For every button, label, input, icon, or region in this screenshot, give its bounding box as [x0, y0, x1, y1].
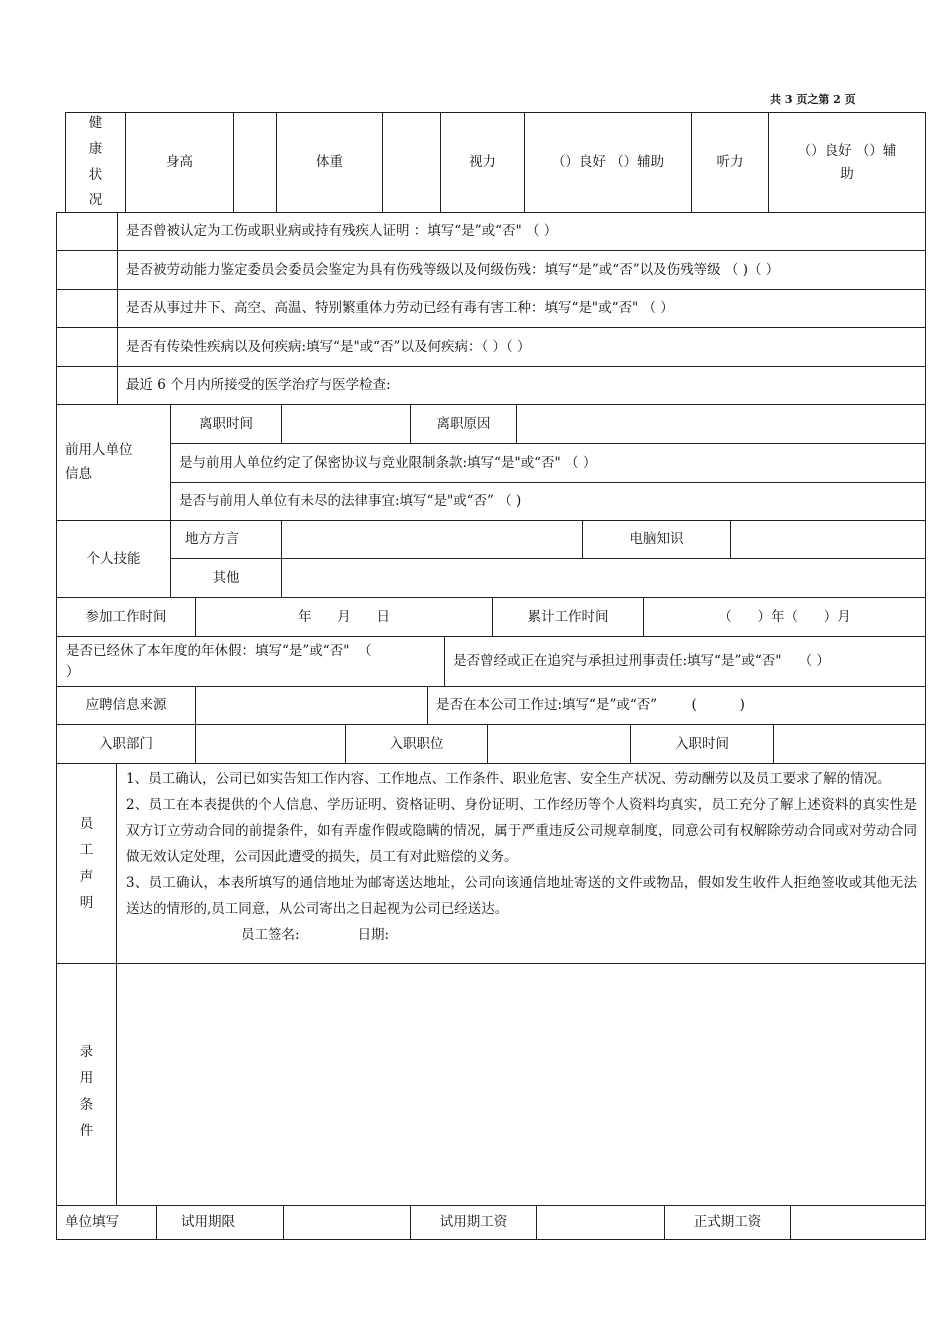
medical-treatment-question: 最近 6 个月内所接受的医学治疗与医学检查: [117, 366, 926, 405]
formal-wage-field[interactable] [790, 1205, 926, 1240]
question-row [56, 366, 926, 405]
dialect-label: 地方方言 [170, 520, 282, 559]
entry-row [56, 724, 926, 764]
declaration-text [116, 763, 926, 964]
hazardous-work-question: 是否从事过井下、高空、高温、特别繁重体力劳动已经有毒有害工种：填写“是"或“否" （ ） [117, 289, 926, 328]
total-work-field[interactable]: （ ）年（ ）月 [643, 597, 926, 637]
health-row [65, 112, 926, 213]
work-injury-question: 是否曾被认定为工伤或职业病或持有残疾人证明 ：填写“是”或“否" （ ） [117, 212, 926, 251]
leave-reason-field[interactable] [516, 404, 926, 444]
declaration-label: 员 工 声 明 [56, 763, 117, 964]
confidentiality-question: 是与前用人单位约定了保密协议与竞业限制条款:填写“是"或“否" （ ） [170, 443, 926, 483]
hearing-options[interactable]: （）良好 （）辅 助 [768, 112, 926, 213]
entry-position-field[interactable] [487, 724, 631, 764]
health-label: 健 康 状 况 [65, 112, 126, 213]
hire-conditions-label: 录 用 条 件 [56, 963, 117, 1206]
recruit-source-label: 应聘信息来源 [56, 686, 196, 725]
page-number: 共 3 页之第 2 页 [770, 93, 856, 106]
criminal-record-question: 是否曾经或正在追究与承担过刑事责任:填写“是”或“否" （ ） [444, 636, 926, 687]
signature-label: 员工签名: [241, 927, 300, 943]
worked-here-question: 是否在本公司工作过:填写“是”或“否” ( ) [427, 686, 926, 725]
question-mark-cell[interactable] [56, 327, 118, 367]
probation-wage-label: 试用期工资 [410, 1205, 537, 1240]
entry-time-label: 入职时间 [630, 724, 774, 764]
vision-options[interactable]: （）良好 （）辅助 [524, 112, 692, 213]
declaration-item: 2、员工在本表提供的个人信息、学历证明、资格证明、身份证明、工作经历等个人资料均真实，员工充分了解上述资料的真实性是双方订立劳动合同的前提条件，如有弄虚作假或隐瞒的情况，属于严重违反公司规章制度，同意公司有权解除劳动合同或对劳动合同做无效认定处理，公司因此遭受的损失，员工有对此赔偿的义务。 [126, 797, 917, 865]
question-row [56, 289, 926, 328]
other-skills-label: 其他 [170, 558, 282, 598]
probation-period-field[interactable] [283, 1205, 411, 1240]
declaration-item: 1、员工确认，公司已如实告知工作内容、工作地点、工作条件、职业危害、安全生产状况、劳动酬劳以及员工要求了解的情况。 [126, 771, 891, 787]
sign-date-label: 日期: [357, 927, 390, 943]
recruit-source-row [56, 686, 926, 725]
question-mark-cell[interactable] [56, 366, 118, 405]
probation-wage-field[interactable] [536, 1205, 665, 1240]
leave-reason-label: 离职原因 [410, 404, 517, 444]
prev-employer-section [56, 404, 926, 521]
total-work-label: 累计工作时间 [492, 597, 644, 637]
declaration-item: 3、员工确认，本表所填写的通信地址为邮寄送达地址，公司向该通信地址寄送的文件或物品，假如发生收件人拒绝签收或其他无法送达的情形的,员工同意，从公司寄出之日起视为公司已经送达。 [126, 875, 917, 917]
formal-wage-label: 正式期工资 [664, 1205, 791, 1240]
unit-label: 单位填写 [56, 1205, 157, 1240]
work-time-row [56, 597, 926, 637]
entry-position-label: 入职职位 [345, 724, 488, 764]
leave-time-field[interactable] [281, 404, 411, 444]
infectious-disease-question: 是否有传染性疾病以及何疾病:填写“是"或“否”以及何疾病：（ ）（ ） [117, 327, 926, 367]
weight-label: 体重 [276, 112, 383, 213]
unit-row [56, 1205, 926, 1240]
question-row [56, 212, 926, 251]
prev-employer-label: 前用人单位 信息 [56, 404, 171, 521]
computer-skills-field[interactable] [730, 520, 926, 559]
dialect-field[interactable] [281, 520, 583, 559]
skills-label: 个人技能 [56, 520, 171, 598]
work-start-field[interactable]: 年 月 日 [195, 597, 493, 637]
question-mark-cell[interactable] [56, 212, 118, 251]
entry-dept-field[interactable] [195, 724, 346, 764]
annual-leave-question: 是否已经休了本年度的年休假：填写“是”或“否" （ ） [56, 636, 445, 687]
hire-conditions-field[interactable] [116, 963, 926, 1206]
skills-section [56, 520, 926, 598]
height-field[interactable] [233, 112, 277, 213]
weight-field[interactable] [382, 112, 441, 213]
computer-skills-label: 电脑知识 [582, 520, 731, 559]
recruit-source-field[interactable] [195, 686, 428, 725]
question-row [56, 327, 926, 367]
height-label: 身高 [125, 112, 234, 213]
question-mark-cell[interactable] [56, 289, 118, 328]
signature-line [126, 922, 917, 948]
disability-question: 是否被劳动能力鉴定委员会委员会鉴定为具有伤残等级以及何级伤残：填写“是”或“否”以及伤残等级 （ )（ ） [117, 250, 926, 290]
entry-dept-label: 入职部门 [56, 724, 196, 764]
leave-criminal-row [56, 636, 926, 687]
hire-conditions-section [56, 963, 926, 1206]
leave-time-label: 离职时间 [170, 404, 282, 444]
question-row [56, 250, 926, 290]
entry-time-field[interactable] [773, 724, 926, 764]
declaration-section [56, 763, 926, 964]
work-start-label: 参加工作时间 [56, 597, 196, 637]
other-skills-field[interactable] [281, 558, 926, 598]
vision-label: 视力 [440, 112, 525, 213]
probation-period-label: 试用期限 [156, 1205, 284, 1240]
legal-matters-question: 是否与前用人单位有未尽的法律事宜:填写“是"或“否” （ ) [170, 482, 926, 521]
hearing-label: 听力 [691, 112, 769, 213]
question-mark-cell[interactable] [56, 250, 118, 290]
